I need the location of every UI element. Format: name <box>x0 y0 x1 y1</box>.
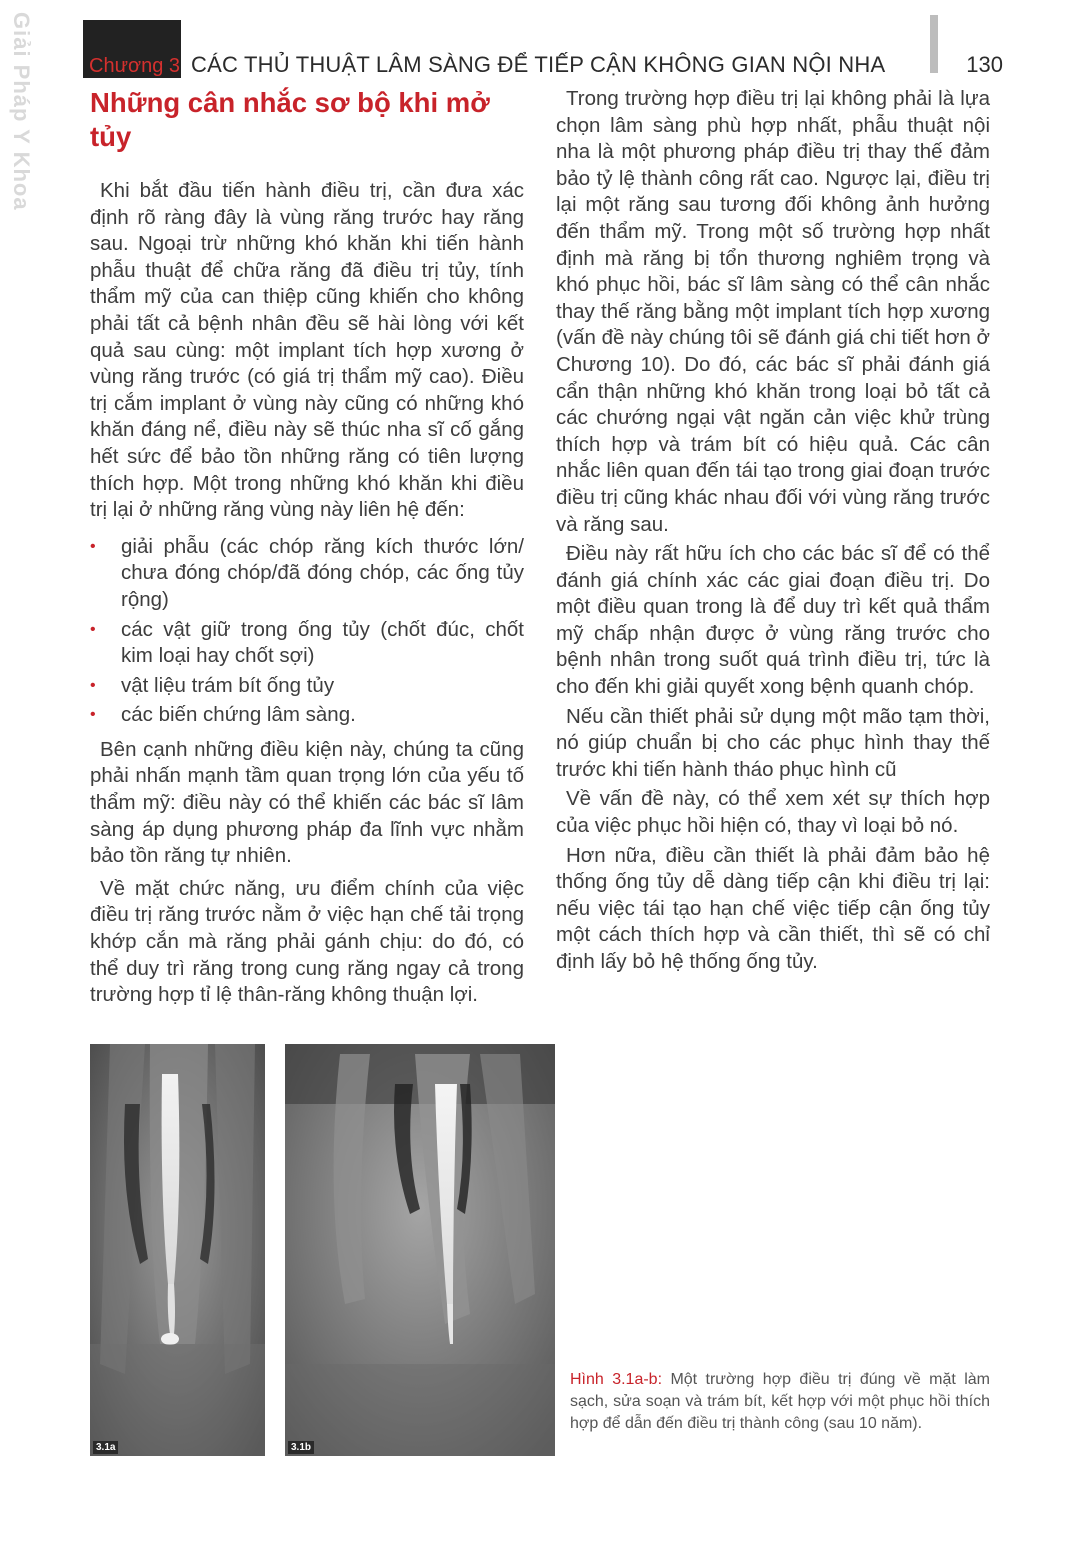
list-item: • giải phẫu (các chóp răng kích thước lớn/ chưa đóng chóp/đã đóng chóp, các ống tủy rộng) <box>90 534 524 614</box>
watermark: Giải Pháp Y Khoa <box>9 12 34 211</box>
list-item: • các vật giữ trong ống tủy (chốt đúc, chốt kim loại hay chốt sợi) <box>90 617 524 670</box>
caption-text: Một trường hợp điều trị đúng về mặt làm sạch, sửa soạn và trám bít, kết hợp với một phục hồi thích hợp để dẫn đến điều trị thành công (sau 10 năm). <box>570 1371 991 1432</box>
page-header <box>83 20 1003 78</box>
figure-label-a: 3.1a <box>93 1441 118 1454</box>
paragraph: Hơn nữa, điều cần thiết là phải đảm bảo hệ thống ống tủy dễ dàng tiếp cận khi điều trị lại: nếu việc tái tạo hạn chế việc tiếp cận ống tủy một cách thích hợp và cần thiết, thì sẽ có chỉ định lấy bỏ hệ thống ống tủy. <box>556 843 990 973</box>
paragraph: Trong trường hợp điều trị lại không phải là lựa chọn lâm sàng phù hợp nhất, phẫu thuật nội nha là một phương pháp điều trị thay thế đảm bảo tỷ lệ thành công rất cao. Ngược lại, điều trị lại một răng sau tương đối không ảnh hưởng đến thẩm mỹ. Trong một số trường hợp nhất định mà răng bị tổn thương nghiêm trọng và khó phục hồi, bác sĩ lâm sàng có thể cân nhắc thay thế răng bằng một implant tích hợp xương (vấn đề này chúng tôi sẽ đánh giá chi tiết hơn ở Chương 10). Do đó, các bác sĩ phải đánh giá cẩn thận những khó khăn trong loại bỏ tất cả các chướng ngại vật ngăn cản việc khử trùng thích hợp và trám bít có hiệu quả. Các cân nhắc liên quan đến tái tạo trong giai đoạn trước điều trị cũng khác nhau đối với vùng răng trước và răng sau. <box>556 87 990 536</box>
xray-a-drawing <box>90 1044 265 1456</box>
paragraph: Về mặt chức năng, ưu điểm chính của việc điều trị răng trước nằm ở việc hạn chế tải trọng khớp cắn mà răng phải gánh chịu: do đó, có thể duy trì răng trong cung răng ngay cả trong trường hợp tỉ lệ thân-răng không thuận lợi. <box>90 876 524 1007</box>
right-column <box>556 86 990 979</box>
paragraph: Khi bắt đầu tiến hành điều trị, cần đưa xác định rõ ràng đây là vùng răng trước hay răng sau. Ngoại trừ những khó khăn khi tiến hành phẫu thuật để chữa răng đã điều trị tủy, tính thẩm mỹ của can thiệp cũng khiến cho không phải tất cả bệnh nhân đều sẽ hài lòng với kết quả sau cùng: một implant tích hợp xương ở vùng răng trước (có giá trị thẩm mỹ cao). Điều trị cắm implant ở vùng này cũng có những khó khăn đáng nể, điều này sẽ thúc nha sĩ cố gắng hết sức để bảo tồn những răng có tiên lượng thích hợp. Một trong những khó khăn khi điều trị lại ở những răng vùng này liên hệ đến: <box>90 179 524 522</box>
list-item: • các biến chứng lâm sàng. <box>90 702 524 729</box>
caption-label: Hình 3.1a-b: <box>570 1371 663 1388</box>
chapter-title: CÁC THỦ THUẬT LÂM SÀNG ĐỂ TIẾP CẬN KHÔNG GIAN NỘI NHA <box>191 52 886 77</box>
left-column <box>90 86 524 1015</box>
paragraph: Điều này rất hữu ích cho các bác sĩ để có thể đánh giá chính xác các giai đoạn điều trị. Do một điều quan trong là để duy trì kết quả thẩm mỹ chấp nhận được ở vùng răng trước cho bệnh nhân trong suốt quá trình điều trị, tức là cho đến khi giải quyết xong bệnh quanh chóp. <box>556 542 990 699</box>
paragraph: Bên cạnh những điều kiện này, chúng ta cũng phải nhấn mạnh tầm quan trọng lớn của yếu tố thẩm mỹ: điều này có thể khiến các bác sĩ lâm sàng áp dụng phương pháp đa lĩnh vực nhằm bảo tồn răng tự nhiên. <box>90 737 524 868</box>
figure-label-b: 3.1b <box>288 1441 314 1454</box>
section-heading: Những cân nhắc sơ bộ khi mở tủy <box>90 87 490 152</box>
chapter-label: Chương 3 <box>89 55 180 77</box>
header-divider <box>930 15 938 73</box>
xray-image-a <box>90 1044 265 1456</box>
paragraph: Nếu cần thiết phải sử dụng một mão tạm thời, nó giúp chuẩn bị cho các phục hình thay thế trước khi tiến hành tháo phục hình cũ <box>556 704 990 781</box>
list-item: • vật liệu trám bít ống tủy <box>90 673 524 700</box>
xray-b-drawing <box>285 1044 555 1456</box>
chapter-tab <box>83 20 181 78</box>
page-number: 130 <box>966 52 1003 77</box>
xray-image-b <box>285 1044 555 1456</box>
figure-caption <box>570 1369 990 1435</box>
paragraph: Về vấn đề này, có thể xem xét sự thích hợp của việc phục hồi hiện có, thay vì loại bỏ nó. <box>556 787 990 838</box>
difficulty-list <box>90 534 524 729</box>
